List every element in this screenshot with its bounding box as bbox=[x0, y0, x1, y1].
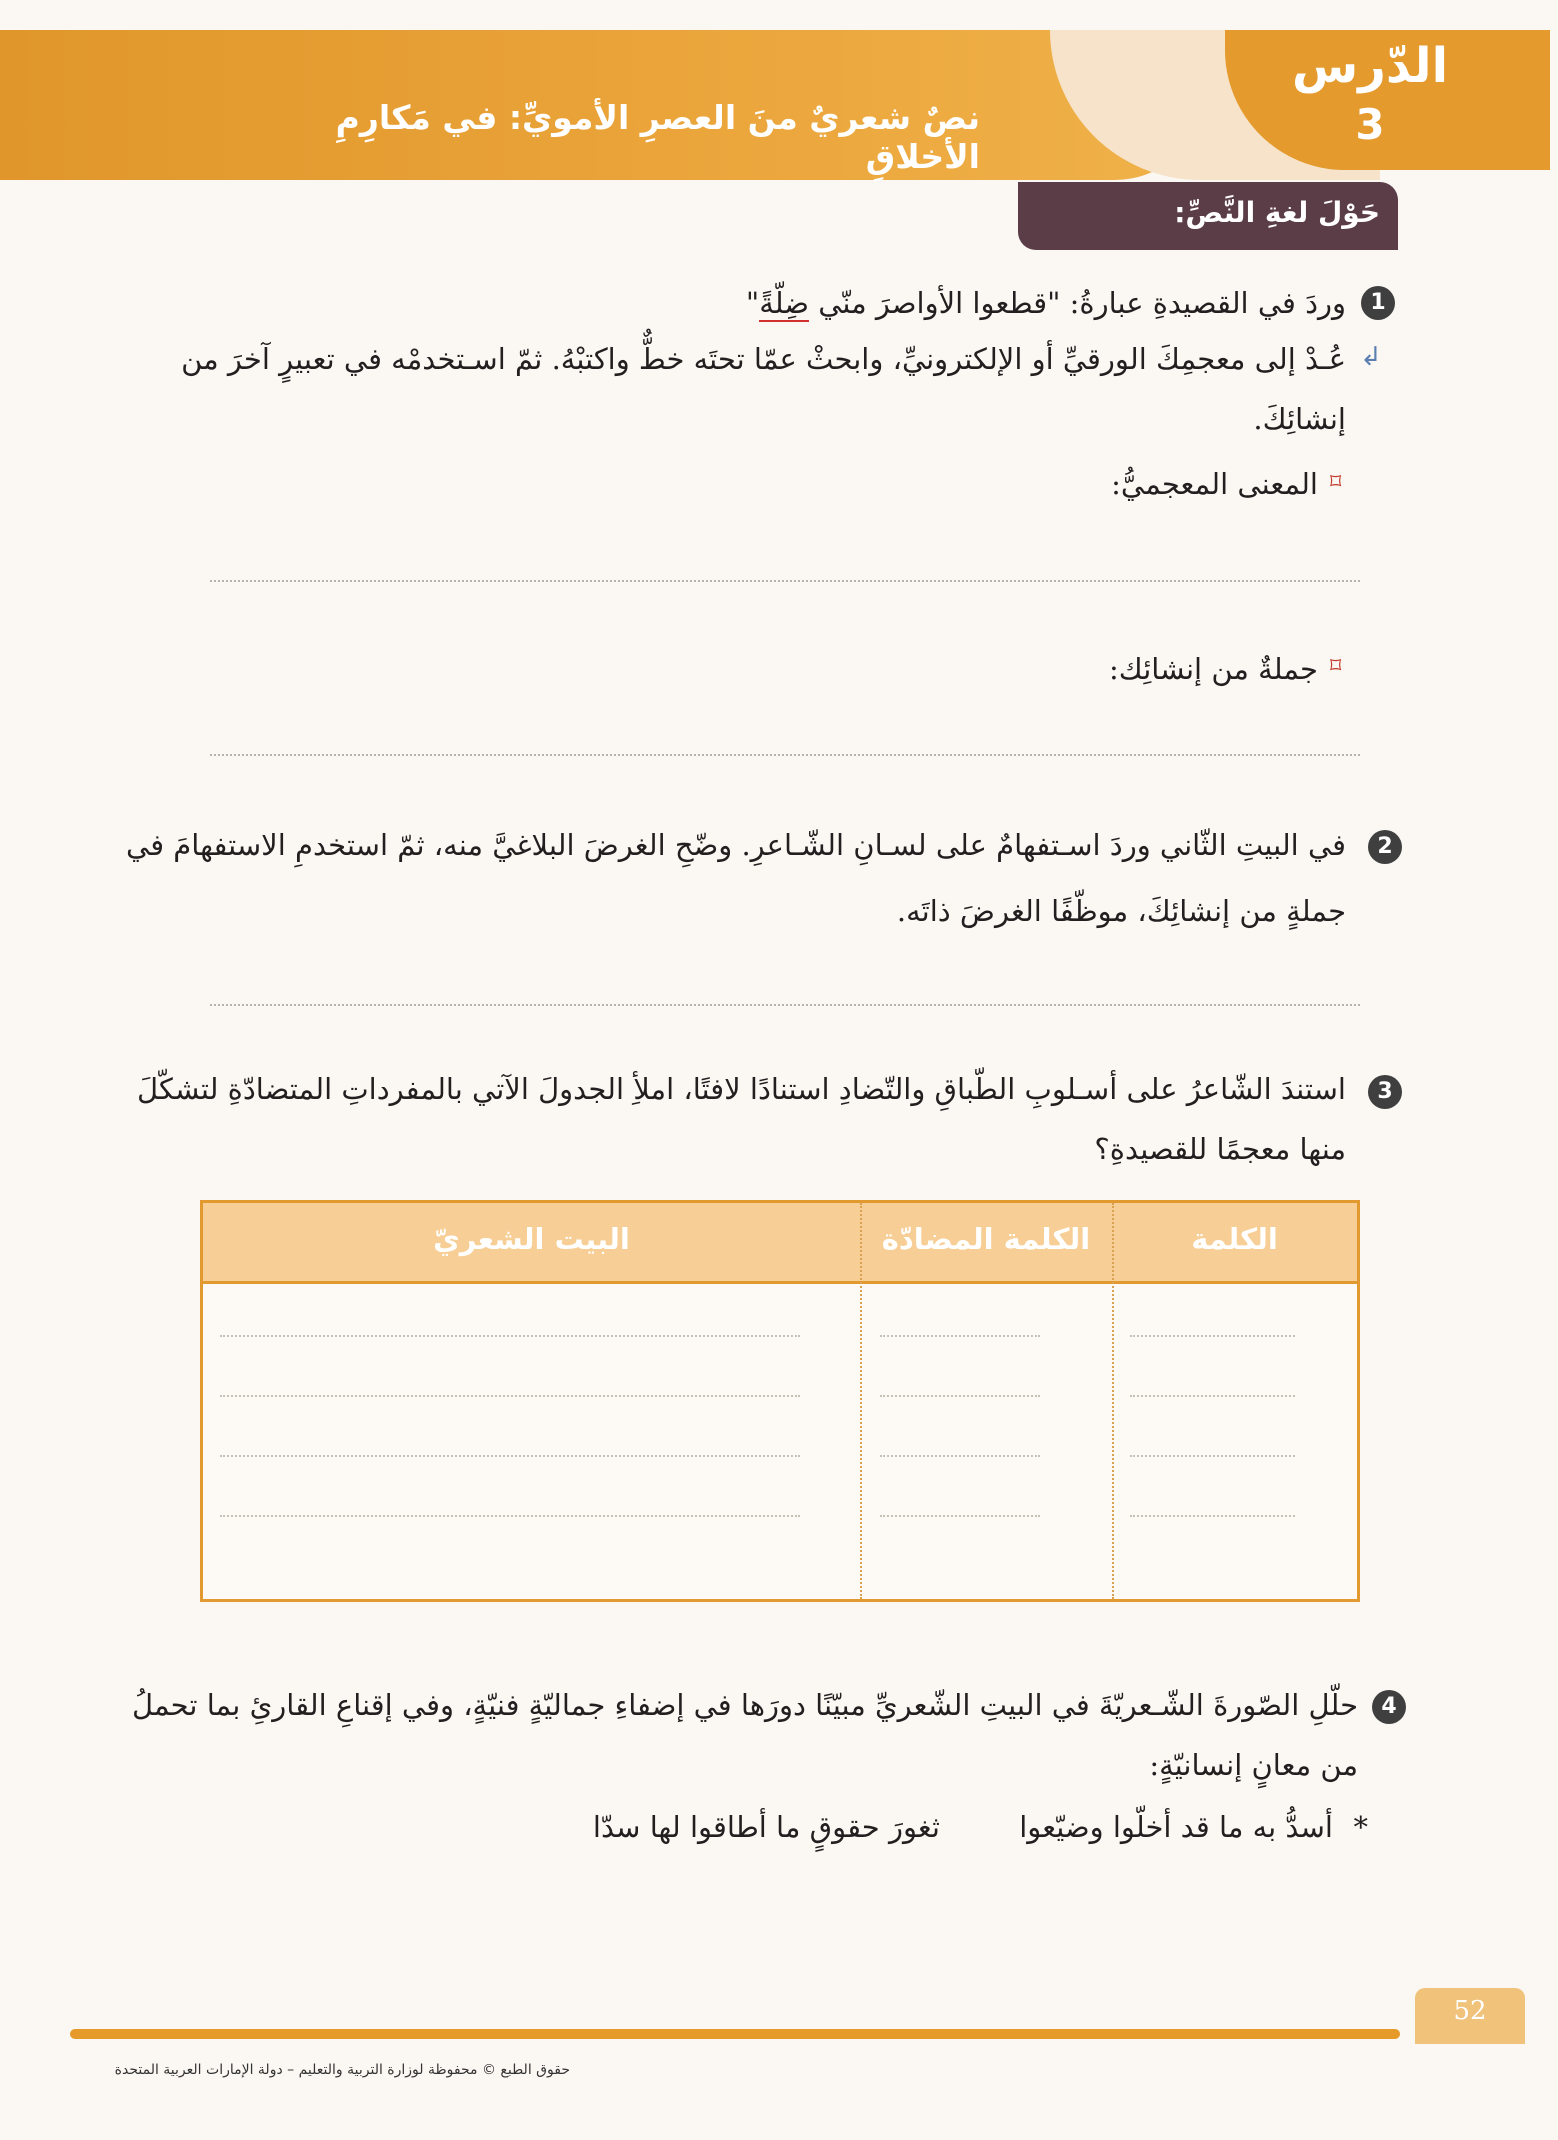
question-1-sub-2: جملةٌ من إنشائِك: bbox=[1108, 652, 1318, 686]
table-cell-line[interactable] bbox=[1130, 1335, 1295, 1337]
answer-line[interactable] bbox=[210, 580, 1360, 582]
question-1-sub-1: المعنى المعجميُّ: bbox=[1111, 467, 1318, 501]
lesson-word: الدّرس bbox=[1291, 38, 1449, 94]
question-1-quote-start: وردَ في القصيدةِ عبارةُ: "قطعوا الأواصرَ منّي bbox=[818, 286, 1346, 320]
section-heading: حَوْلَ لغةِ النَّصِّ: bbox=[1174, 196, 1380, 229]
question-2-line-2: جملةٍ من إنشائِكَ، موظّفًا الغرضَ ذاتَه. bbox=[896, 894, 1346, 928]
question-3-line-2: منها معجمًا للقصيدةِ؟ bbox=[1094, 1132, 1346, 1166]
question-1-number: 1 bbox=[1361, 286, 1395, 320]
answer-line[interactable] bbox=[210, 754, 1360, 756]
table-header-antonym: الكلمة المضادّة bbox=[881, 1222, 1091, 1256]
table-header-verse: البيت الشعريّ bbox=[433, 1222, 630, 1256]
table-column-divider bbox=[860, 1203, 862, 1599]
table-cell-line[interactable] bbox=[880, 1395, 1040, 1397]
table-cell-line[interactable] bbox=[880, 1455, 1040, 1457]
answer-line[interactable] bbox=[210, 1004, 1360, 1006]
table-cell-line[interactable] bbox=[220, 1395, 800, 1397]
question-2-number: 2 bbox=[1368, 830, 1402, 864]
question-4-line-2: من معانٍ إنسانيّةٍ: bbox=[1149, 1748, 1358, 1782]
verse-second-hemistich: ثغورَ حقوقٍ ما أطاقوا لها سدّا bbox=[592, 1810, 940, 1844]
table-header-word: الكلمة bbox=[1191, 1222, 1278, 1256]
table-cell-line[interactable] bbox=[1130, 1455, 1295, 1457]
table-cell-line[interactable] bbox=[220, 1335, 800, 1337]
question-1-underlined-word: ضِلّةً bbox=[759, 286, 810, 320]
table-column-divider bbox=[1112, 1203, 1114, 1599]
question-1-line-2: عُـدْ إلى معجمِكَ الورقيِّ أو الإلكترونيِّ، وابحثْ عمّا تحتَه خطٌّ واكتبْهُ. ثمّ اسـتخدمْه في تعبيرٍ آخرَ من bbox=[181, 342, 1346, 376]
lesson-number: 3 bbox=[1355, 100, 1385, 149]
verse-marker: * bbox=[1353, 1810, 1368, 1844]
table-cell-line[interactable] bbox=[1130, 1395, 1295, 1397]
table-cell-line[interactable] bbox=[880, 1335, 1040, 1337]
question-3-line-1: استندَ الشّاعرُ على أسـلوبِ الطّباقِ والتّضادِ استنادًا لافتًا، املأِ الجدولَ الآتي بالمفرداتِ المتضادّةِ لتشكّلَ bbox=[137, 1072, 1346, 1106]
table-cell-line[interactable] bbox=[880, 1515, 1040, 1517]
sub-item-marker-icon: ⌑ bbox=[1330, 654, 1342, 679]
question-2-line-1: في البيتِ الثّاني وردَ اسـتفهامٌ على لسـانِ الشّـاعرِ. وضّحِ الغرضَ البلاغيَّ منه، ثمّ استخدمِ الاستفهامَ في bbox=[126, 828, 1346, 862]
lesson-title: نصٌ شعريٌ منَ العصرِ الأمويِّ: في مَكارِمِ الأخلاقِ bbox=[335, 98, 980, 176]
copyright-notice: حقوق الطبع © محفوظة لوزارة التربية والتعليم – دولة الإمارات العربية المتحدة bbox=[114, 2062, 570, 2078]
table-cell-line[interactable] bbox=[1130, 1515, 1295, 1517]
page-number: 52 bbox=[1453, 1996, 1487, 2026]
verse-first-hemistich: أسدُّ به ما قد أخلّوا وضيّعوا bbox=[1019, 1810, 1333, 1844]
sub-item-marker-icon: ⌑ bbox=[1330, 470, 1342, 495]
question-4-line-1: حلّلِ الصّورةَ الشّـعريّةَ في البيتِ الشّعريِّ مبيّنًا دورَها في إضفاءِ جماليّةٍ فنيّةٍ، وفي إقناعِ القارئِ بما تحملُ bbox=[131, 1688, 1358, 1722]
instruction-arrow-icon: ↲ bbox=[1360, 342, 1382, 372]
table-cell-line[interactable] bbox=[220, 1455, 800, 1457]
question-1-line-3: إنشائِكَ. bbox=[1253, 402, 1346, 436]
footer-bar bbox=[70, 2029, 1400, 2039]
question-1-quote-end: " bbox=[745, 286, 760, 320]
question-3-number: 3 bbox=[1368, 1075, 1402, 1109]
table-cell-line[interactable] bbox=[220, 1515, 800, 1517]
question-4-number: 4 bbox=[1372, 1690, 1406, 1724]
question-1-line-1 bbox=[746, 284, 1346, 322]
